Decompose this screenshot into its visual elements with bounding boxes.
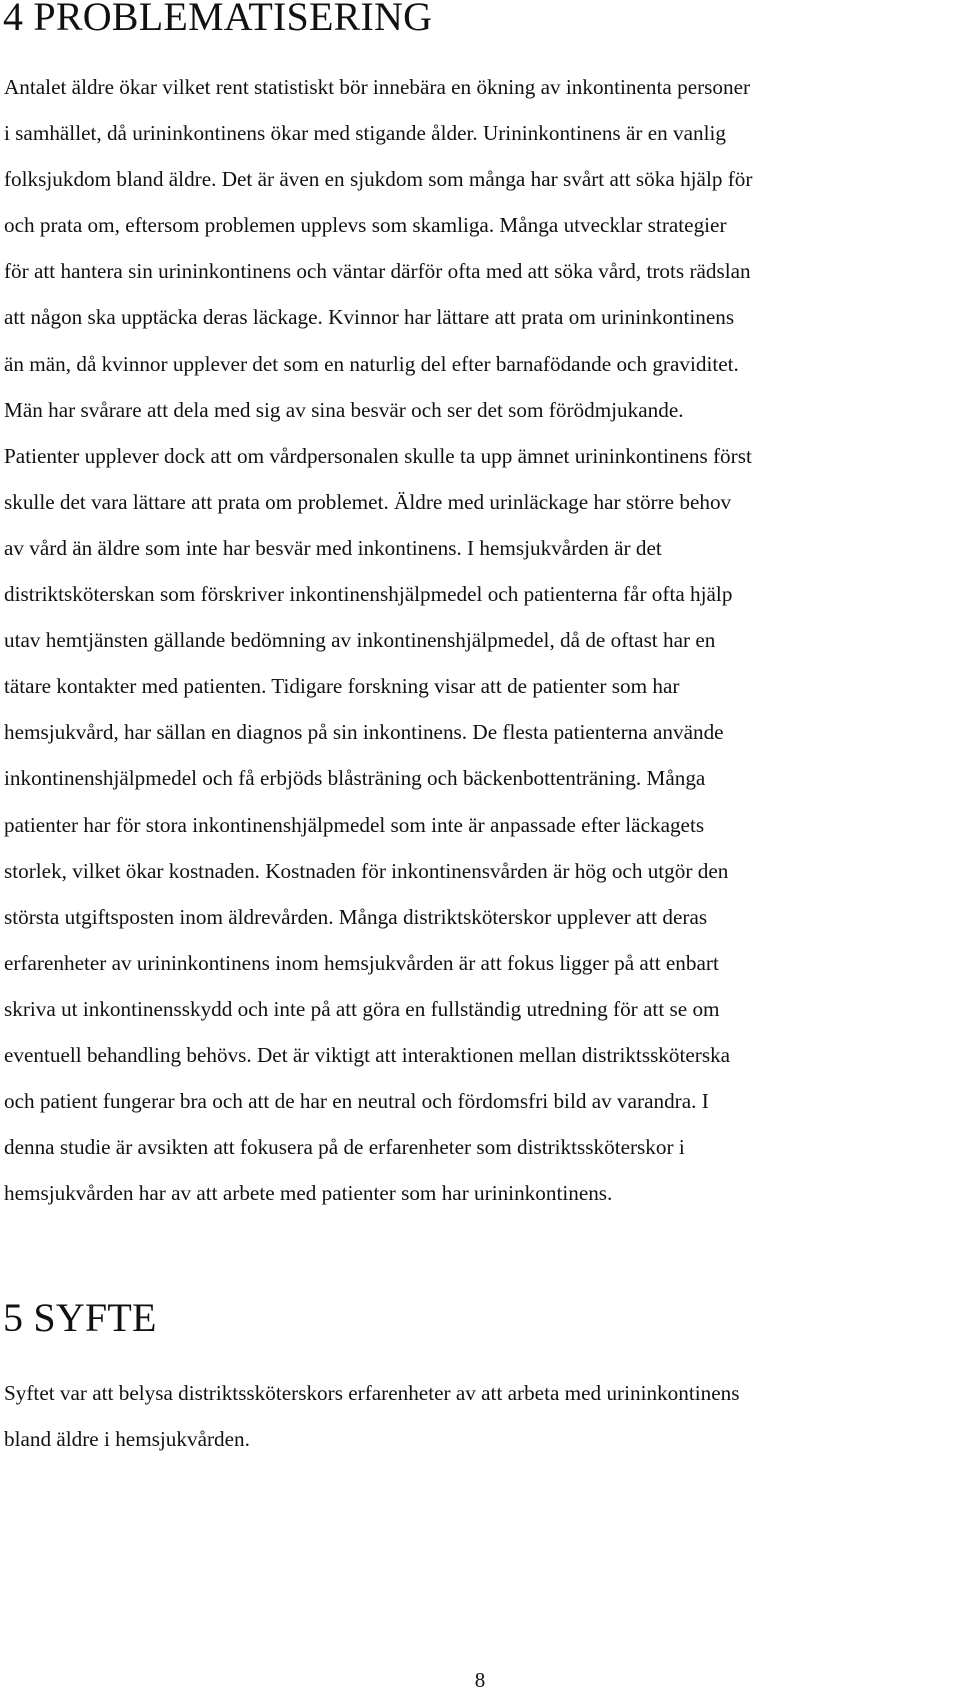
text-line: folksjukdom bland äldre. Det är även en sjukdom som många har svårt att söka hjälp för [4,167,753,192]
text-line: än män, då kvinnor upplever det som en naturlig del efter barnafödande och graviditet. [4,351,739,376]
text-line: Patienter upplever dock att om vårdpersonalen skulle ta upp ämnet urininkontinens först [4,443,752,468]
syfte-paragraph [4,1370,954,1462]
text-line: inkontinenshjälpmedel och få erbjöds blåsträning och bäckenbottenträning. Många [4,766,706,791]
text-line: denna studie är avsikten att fokusera på de erfarenheter som distriktssköterskor i [4,1135,685,1160]
section-heading-problematisering: 4 PROBLEMATISERING [3,0,433,39]
problematisering-paragraph [4,64,954,1216]
text-line: största utgiftsposten inom äldrevården. Många distriktsköterskor upplever att deras [4,904,708,929]
text-line: Antalet äldre ökar vilket rent statistiskt bör innebära en ökning av inkontinenta personer [4,75,751,99]
text-line: patienter har för stora inkontinenshjälpmedel som inte är anpassade efter läckagets [4,812,705,837]
text-line: Män har svårare att dela med sig av sina besvär och ser det som förödmjukande. [4,397,684,422]
text-line: Syftet var att belysa distriktssköterskors erfarenheter av att arbeta med urininkontinens [4,1381,740,1405]
section-heading-syfte: 5 SYFTE [3,1295,157,1340]
text-line: bland äldre i hemsjukvården. [4,1427,250,1452]
text-line: hemsjukvård, har sällan en diagnos på sin inkontinens. De flesta patienterna använde [4,720,724,745]
text-line: för att hantera sin urininkontinens och väntar därför ofta med att söka vård, trots rädslan [4,259,751,284]
text-line: skriva ut inkontinensskydd och inte på att göra en fullständig utredning för att se om [4,996,720,1021]
text-line: storlek, vilket ökar kostnaden. Kostnaden för inkontinensvården är hög och utgör den [4,858,729,883]
text-line: att någon ska upptäcka deras läckage. Kvinnor har lättare att prata om urininkontinens [4,305,735,330]
text-line: i samhället, då urininkontinens ökar med stigande ålder. Urininkontinens är en vanlig [4,121,726,146]
text-line: tätare kontakter med patienten. Tidigare forskning visar att de patienter som har [4,674,680,699]
text-line: utav hemtjänsten gällande bedömning av inkontinenshjälpmedel, då de oftast har en [4,628,716,653]
text-line: erfarenheter av urininkontinens inom hemsjukvården är att fokus ligger på att enbart [4,950,719,975]
text-line: distriktsköterskan som förskriver inkontinenshjälpmedel och patienterna får ofta hjälp [4,582,733,607]
text-line: hemsjukvården har av att arbete med patienter som har urininkontinens. [4,1181,613,1206]
text-line: och prata om, eftersom problemen upplevs som skamliga. Många utvecklar strategier [4,213,727,238]
text-line: eventuell behandling behövs. Det är viktigt att interaktionen mellan distriktssköterska [4,1042,731,1067]
page-number: 8 [474,1668,486,1692]
text-line: av vård än äldre som inte har besvär med inkontinens. I hemsjukvården är det [4,535,662,560]
text-line: skulle det vara lättare att prata om problemet. Äldre med urinläckage har större behov [4,489,732,514]
text-line: och patient fungerar bra och att de har en neutral och fördomsfri bild av varandra. I [4,1089,709,1114]
